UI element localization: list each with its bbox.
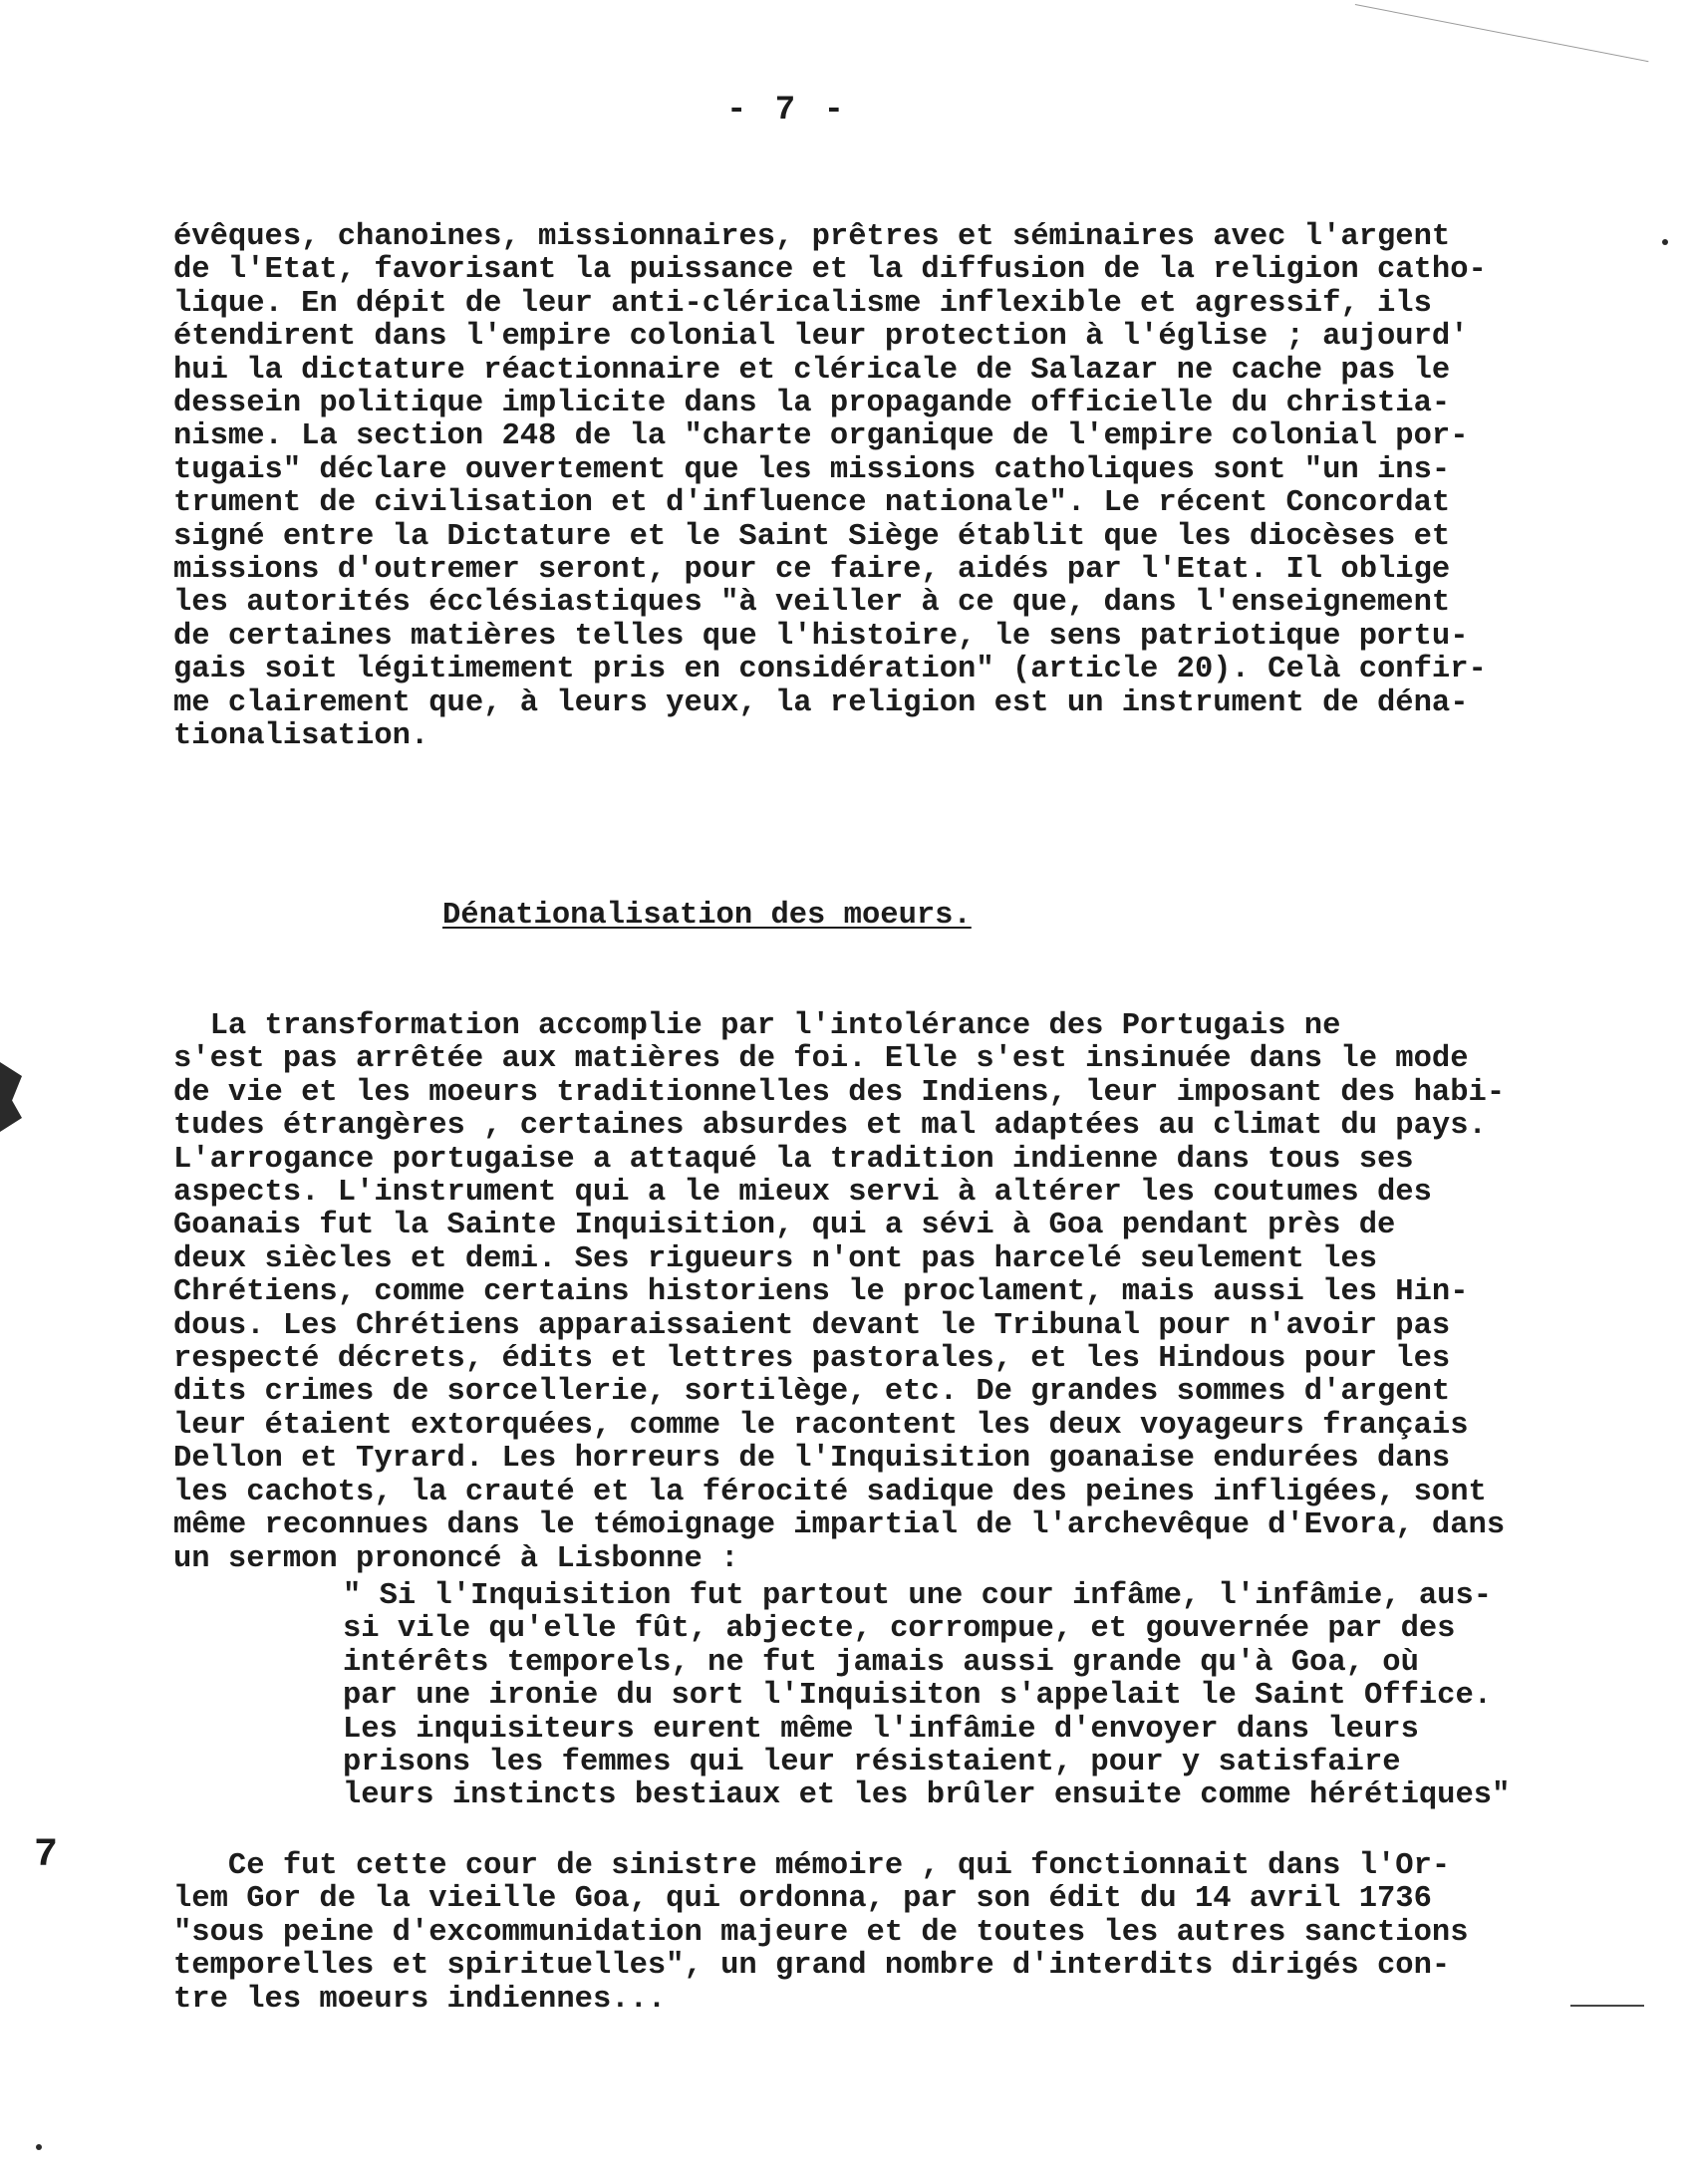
paragraph-inquisition: La transformation accomplie par l'intolérance des Portugais ne s'est pas arrêtée aux matières de foi. Elle s'est insinuée dans le mode de vie et les moeurs traditionnelles des Indiens, leur imposant des habi- tudes étrangères , certaines absurdes et mal adaptées au climat du pays. L'arrogance portugaise a attaqué la tradition indienne dans tous ses aspects. L'instrument qui a le mieux servi à altérer les coutumes des Goanais fut la Sainte Inquisition, qui a sévi à Goa pendant près de deux siècles et demi. Ses rigueurs n'ont pas harcelé seulement les Chrétiens, comme certains historiens le proclament, mais aussi les Hin- dous. Les Chrétiens apparaissaient devant le Tribunal pour n'avoir pas respecté décrets, édits et lettres pastorales, et les Hindous pour les dits crimes de sorcellerie, sortilège, etc. De grandes sommes d'argent leur étaient extorquées, comme le racontent les deux voyageurs français Dellon et Tyrard. Les horreurs de l'Inquisition goanaise endurées dans les cachots, la crauté et la férocité sadique des peines infligées, sont même reconnues dans le témoignage impartial de l'archevêque d'Evora, dans un sermon prononcé à Lisbonne :: [173, 1009, 1506, 1576]
section-heading: Dénationalisation des moeurs.: [442, 899, 972, 933]
paragraph-edict-1736: Ce fut cette cour de sinistre mémoire , qui fonctionnait dans l'Or- lem Gor de la vieille Goa, qui ordonna, par son édit du 14 avril 1736 "sous peine d'excommunidation majeure et de toutes les autres sanctions temporelles et spirituelles", un grand nombre d'interdits dirigés con- tre les moeurs indiennes...: [173, 1849, 1469, 2017]
scan-dot-bottom: [36, 2144, 42, 2150]
scan-corner-line: [1355, 4, 1649, 62]
end-rule: [1570, 2005, 1644, 2007]
margin-glyph: 7: [34, 1833, 59, 1878]
block-quote-archbishop: " Si l'Inquisition fut partout une cour infâme, l'infâmie, aus- si vile qu'elle fût, abjecte, corrompue, et gouvernée par des intérêts temporels, ne fut jamais aussi grande qu'à Goa, où par une ironie du sort l'Inquisiton s'appelait le Saint Office. Les inquisiteurs eurent même l'infâmie d'envoyer dans leurs prisons les femmes qui leur résistaient, pour y satisfaire leurs instincts bestiaux et les brûler ensuite comme hérétiques": [343, 1579, 1511, 1813]
paragraph-religion-instrument: évêques, chanoines, missionnaires, prêtres et séminaires avec l'argent de l'Etat, favorisant la puissance et la diffusion de la religion catho- lique. En dépit de leur anti-cléricalisme inflexible et agressif, ils étendirent dans l'empire colonial leur protection à l'église ; aujourd' hui la dictature réactionnaire et cléricale de Salazar ne cache pas le dessein politique implicite dans la propagande officielle du christia- nisme. La section 248 de la "charte organique de l'empire colonial por- tugais" déclare ouvertement que les missions catholiques sont "un ins- trument de civilisation et d'influence nationale". Le récent Concordat signé entre la Dictature et le Saint Siège établit que les diocèses et missions d'outremer seront, pour ce faire, aidés par l'Etat. Il oblige les autorités écclésiastiques "à veiller à ce que, dans l'enseignement de certaines matières telles que l'histoire, le sens patriotique portu- gais soit légitimement pris en considération" (article 20). Celà confir- me clairement que, à leurs yeux, la religion est un instrument de déna- tionalisation.: [173, 220, 1487, 754]
scan-dot-right: [1662, 239, 1668, 245]
page-number: - 7 -: [725, 92, 849, 130]
scan-mark-left-edge: [0, 1062, 22, 1132]
